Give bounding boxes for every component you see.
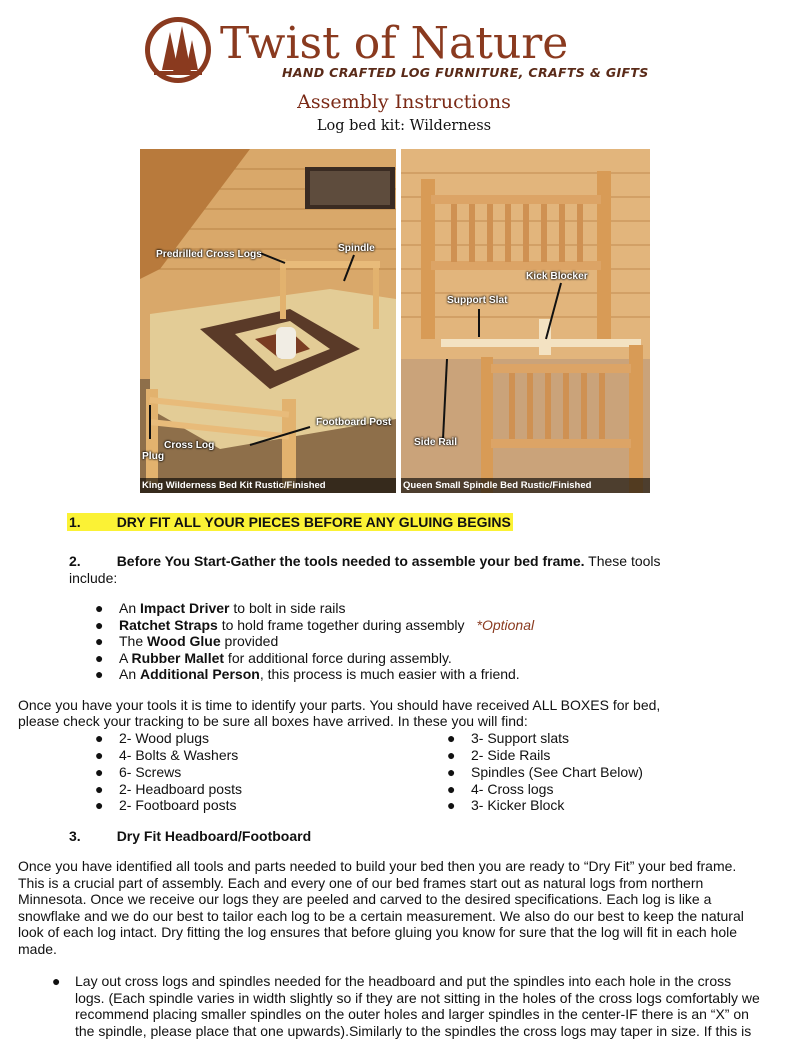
step-3-number: 3. xyxy=(69,828,81,844)
brand-name: Twist of Nature xyxy=(220,18,569,69)
step-2-heading: Before You Start-Gather the tools needed to assemble your bed frame. xyxy=(116,553,585,569)
step-1-text: DRY FIT ALL YOUR PIECES BEFORE ANY GLUING BEGINS xyxy=(116,514,511,530)
brand-tagline: HAND CRAFTED LOG FURNITURE, CRAFTS & GIFTS xyxy=(282,65,649,80)
part-item: ● 2- Side Rails xyxy=(447,747,551,763)
step-2 xyxy=(69,553,661,570)
part-item: ● 6- Screws xyxy=(95,764,182,780)
label-cross-log: Cross Log xyxy=(164,440,215,451)
part-item: ● 4- Bolts & Washers xyxy=(95,747,239,763)
part-item: ● 2- Wood plugs xyxy=(95,730,210,746)
step-2-continued: include: xyxy=(69,570,118,586)
photo-caption-queen: Queen Small Spindle Bed Rustic/Finished xyxy=(401,478,650,493)
logo-graphic xyxy=(140,14,650,86)
label-side-rail: Side Rail xyxy=(414,437,458,448)
photo-caption-king: King Wilderness Bed Kit Rustic/Finished xyxy=(140,478,396,493)
photo-king-bed xyxy=(140,149,396,493)
page-subtitle: Log bed kit: Wilderness xyxy=(316,118,492,134)
label-spindle: Spindle xyxy=(338,243,375,254)
part-item: ● 3- Kicker Block xyxy=(447,797,565,813)
brand-logo xyxy=(140,14,650,86)
part-item: ● 3- Support slats xyxy=(447,730,570,746)
parts-intro-line-1: Once you have your tools it is time to identify your parts. You should have received ALL BOXES for bed, xyxy=(18,697,661,713)
bullet-dot: ● xyxy=(52,973,61,989)
label-support-slat: Support Slat xyxy=(447,295,508,306)
step-3-heading: Dry Fit Headboard/Footboard xyxy=(116,828,312,844)
tool-item: ● A Rubber Mallet for additional force during assembly. xyxy=(95,650,452,666)
step-1 xyxy=(67,514,513,531)
part-item: ● Spindles (See Chart Below) xyxy=(447,764,643,780)
parts-intro-line-2: please check your tracking to be sure all boxes have arrived. In these you will find: xyxy=(18,713,528,729)
label-predrilled-cross-logs: Predrilled Cross Logs xyxy=(156,249,262,260)
photo-queen-bed xyxy=(401,149,650,493)
step-1-number: 1. xyxy=(69,514,81,530)
part-item: ● 2- Footboard posts xyxy=(95,797,237,813)
optional-note: *Optional xyxy=(476,617,535,633)
step-2-rest: These tools xyxy=(588,553,661,569)
part-item: ● 2- Headboard posts xyxy=(95,781,242,797)
dry-fit-paragraph: Once you have identified all tools and parts needed to build your bed then you are ready to “Dry Fit” your bed frame. This is a crucial part of assembly. Each and every one of our bed frames start out as natural logs from northern Minnesota. Once we receive our logs they are peeled and carved to the desired specifications. Each log is like a snowflake and we do our best to tailor each log to be a certain measurement. We also do our best to keep the natural look of each log intact. Dry fitting the log ensures that before gluing you know for sure that the log will fit in each hole made. xyxy=(18,858,744,957)
label-footboard-post: Footboard Post xyxy=(316,417,392,428)
step-3 xyxy=(69,828,311,845)
label-plug: Plug xyxy=(142,451,165,462)
tool-item: ● An Additional Person, this process is much easier with a friend. xyxy=(95,666,520,682)
page-title: Assembly Instructions xyxy=(297,91,511,113)
part-item: ● 4- Cross logs xyxy=(447,781,554,797)
tool-item: ● An Impact Driver to bolt in side rails xyxy=(95,600,346,616)
layout-instructions-bullet: Lay out cross logs and spindles needed for the headboard and put the spindles into each hole in the cross logs. (Each spindle varies in width slightly so if they are not sitting in the holes of the cross logs comfortably we recommend placing smaller spindles on the outer holes and larger spindles in the center-IF there is an “X” on the spindle, please place that one upwards).Similarly to the spindles the cross logs may taper in size. If this is xyxy=(75,973,760,1039)
label-kick-blocker: Kick Blocker xyxy=(526,271,588,282)
step-2-number: 2. xyxy=(69,553,81,569)
tool-item: ● Ratchet Straps to hold frame together during assembly *Optional xyxy=(95,617,535,633)
tool-item: ● The Wood Glue provided xyxy=(95,633,279,649)
